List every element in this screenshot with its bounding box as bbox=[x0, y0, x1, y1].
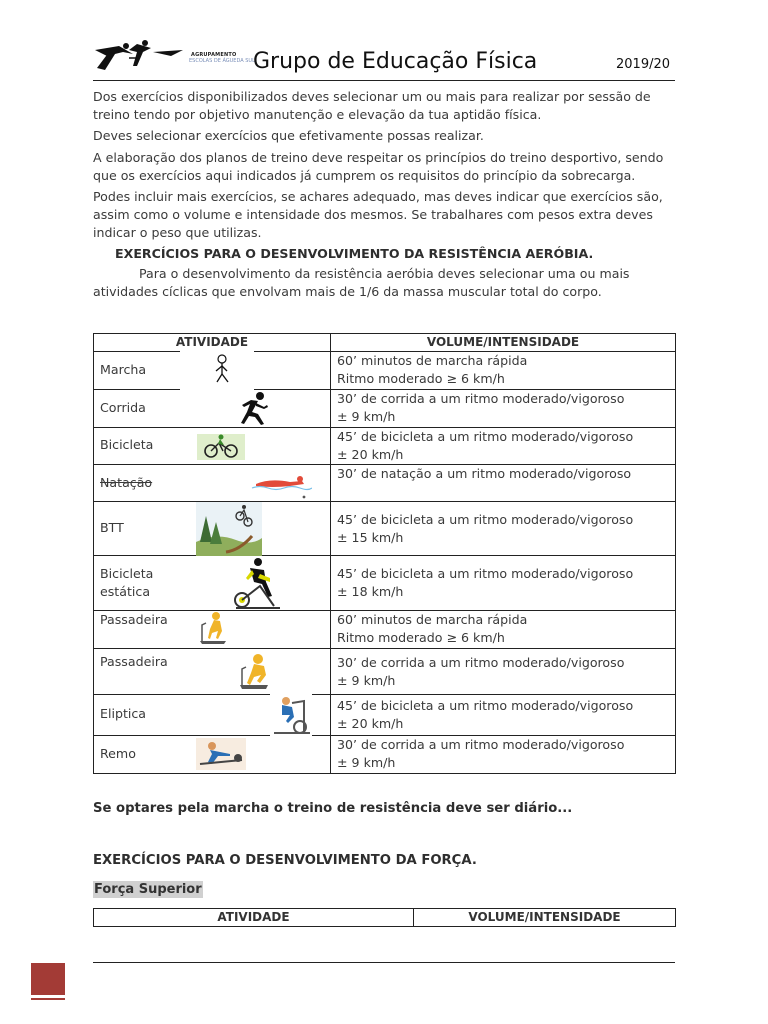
column-header-volume: VOLUME/INTENSIDADE bbox=[414, 909, 676, 927]
volume-cell bbox=[331, 556, 676, 611]
volume-cell bbox=[331, 390, 676, 428]
activity-cell bbox=[94, 611, 331, 649]
volume-line: 45’ de bicicleta a um ritmo moderado/vigoroso bbox=[337, 511, 634, 527]
activity-cell bbox=[94, 428, 331, 465]
activity-cell bbox=[94, 465, 331, 502]
intro-paragraph-4: Podes incluir mais exercícios, se achares adequado, mas deves indicar que exercícios são, assim como o volume e intensidade dos mesmos. Se trabalhares com pesos extra deves indicar o peso que utilizas. bbox=[93, 189, 663, 240]
activity-label: Eliptica bbox=[100, 706, 147, 721]
activity-cell bbox=[94, 502, 331, 556]
table-row bbox=[94, 695, 676, 736]
intensity-line: Ritmo moderado ≥ 6 km/h bbox=[337, 371, 505, 386]
table-row bbox=[94, 649, 676, 695]
walking-icon bbox=[180, 350, 254, 390]
activity-label: BTT bbox=[100, 520, 124, 535]
elliptical-icon bbox=[270, 693, 312, 737]
logo-text-line1: AGRUPAMENTO bbox=[191, 52, 237, 58]
activity-cell bbox=[94, 390, 331, 428]
volume-line: 60’ minutos de marcha rápida bbox=[337, 353, 528, 368]
footer-accent-block bbox=[31, 963, 65, 995]
intro-paragraph-3: A elaboração dos planos de treino deve respeitar os princípios do treino desportivo, sendo que os exercícios aqui indicados já cumprem os requisitos do princípio da sobrecarga. bbox=[93, 150, 664, 183]
volume-cell bbox=[331, 736, 676, 774]
table-row bbox=[94, 556, 676, 611]
intensity-line: ± 18 km/h bbox=[337, 584, 404, 599]
volume-line: 45’ de bicicleta a um ritmo moderado/vigoroso bbox=[337, 566, 634, 581]
treadmill-run-icon bbox=[236, 653, 272, 691]
activity-label: Remo bbox=[100, 746, 136, 761]
activity-label: Passadeira bbox=[100, 612, 168, 627]
header-divider bbox=[93, 80, 675, 81]
volume-cell bbox=[331, 611, 676, 649]
activity-label: Bicicleta bbox=[100, 437, 154, 452]
aerobic-table bbox=[93, 333, 676, 774]
table-row bbox=[94, 465, 676, 502]
column-header-activity: ATIVIDADE bbox=[94, 334, 331, 352]
activity-label: Bicicleta estática bbox=[100, 566, 154, 599]
activity-cell bbox=[94, 649, 331, 695]
strength-heading: EXERCÍCIOS PARA O DESENVOLVIMENTO DA FORÇA. bbox=[93, 853, 477, 868]
activity-label: Passadeira bbox=[100, 654, 168, 669]
aerobic-heading: EXERCÍCIOS PARA O DESENVOLVIMENTO DA RESISTÊNCIA AERÓBIA. bbox=[115, 246, 594, 261]
table-row bbox=[94, 736, 676, 774]
volume-line: 45’ de bicicleta a um ritmo moderado/vigoroso bbox=[337, 429, 634, 444]
volume-cell bbox=[331, 649, 676, 695]
intro-paragraph-1: Dos exercícios disponibilizados deves selecionar um ou mais para realizar por sessão de treino tendo por objetivo manutenção e elevação da tua aptidão física. bbox=[93, 89, 651, 122]
intensity-line: ± 15 km/h bbox=[337, 529, 404, 545]
school-year: 2019/20 bbox=[616, 57, 671, 72]
upper-strength-subheading: Força Superior bbox=[94, 882, 202, 897]
volume-cell bbox=[331, 428, 676, 465]
activity-label: Natação bbox=[100, 475, 153, 490]
volume-cell bbox=[331, 502, 676, 556]
activity-cell bbox=[94, 556, 331, 611]
volume-line: 30’ de natação a um ritmo moderado/vigoroso bbox=[337, 466, 632, 481]
column-header-volume: VOLUME/INTENSIDADE bbox=[331, 334, 676, 352]
table-row bbox=[94, 390, 676, 428]
table-row bbox=[94, 352, 676, 390]
activity-cell bbox=[94, 695, 331, 736]
volume-line: 30’ de corrida a um ritmo moderado/vigoroso bbox=[337, 391, 625, 406]
volume-cell bbox=[331, 695, 676, 736]
volume-line: 30’ de corrida a um ritmo moderado/vigoroso bbox=[337, 654, 625, 670]
swimming-icon bbox=[250, 468, 312, 500]
aerobic-description: Para o desenvolvimento da resistência aeróbia deves selecionar uma ou mais atividades cíclicas que envolvam mais de 1/6 da massa muscular total do corpo. bbox=[93, 266, 630, 299]
walking-note: Se optares pela marcha o treino de resistência deve ser diário... bbox=[93, 801, 573, 816]
intensity-line: ± 20 km/h bbox=[337, 447, 404, 462]
treadmill-walk-icon bbox=[198, 611, 230, 647]
intensity-line: ± 9 km/h bbox=[337, 755, 396, 770]
table-row bbox=[94, 611, 676, 649]
activity-label: Marcha bbox=[100, 362, 147, 377]
column-header-activity: ATIVIDADE bbox=[94, 909, 414, 927]
volume-line: 45’ de bicicleta a um ritmo moderado/vigoroso bbox=[337, 698, 634, 713]
strength-table bbox=[93, 908, 676, 927]
table-row bbox=[94, 428, 676, 465]
intensity-line: ± 9 km/h bbox=[337, 409, 396, 424]
intro-paragraph-2: Deves selecionar exercícios que efetivamente possas realizar. bbox=[93, 128, 484, 143]
volume-line: 30’ de corrida a um ritmo moderado/vigoroso bbox=[337, 737, 625, 752]
running-icon bbox=[234, 390, 274, 428]
mountain-bike-icon bbox=[196, 502, 262, 556]
logo-text-line2: ESCOLAS DE ÁGUEDA SUL bbox=[189, 58, 255, 64]
activity-cell bbox=[94, 736, 331, 774]
volume-cell bbox=[331, 465, 676, 502]
intensity-line: ± 20 km/h bbox=[337, 716, 404, 731]
table-row bbox=[94, 502, 676, 556]
intensity-line: ± 9 km/h bbox=[337, 672, 396, 688]
footer-divider bbox=[93, 962, 675, 963]
footer-accent-line bbox=[31, 998, 65, 1000]
activity-label: Corrida bbox=[100, 400, 146, 415]
volume-cell bbox=[331, 352, 676, 390]
volume-line: 60’ minutos de marcha rápida bbox=[337, 612, 528, 627]
activity-cell bbox=[94, 352, 331, 390]
rowing-icon bbox=[196, 738, 246, 770]
cycling-icon bbox=[197, 434, 245, 460]
stationary-bike-icon bbox=[230, 556, 286, 611]
page-title: Grupo de Educação Física bbox=[253, 49, 538, 74]
intensity-line: Ritmo moderado ≥ 6 km/h bbox=[337, 630, 505, 645]
